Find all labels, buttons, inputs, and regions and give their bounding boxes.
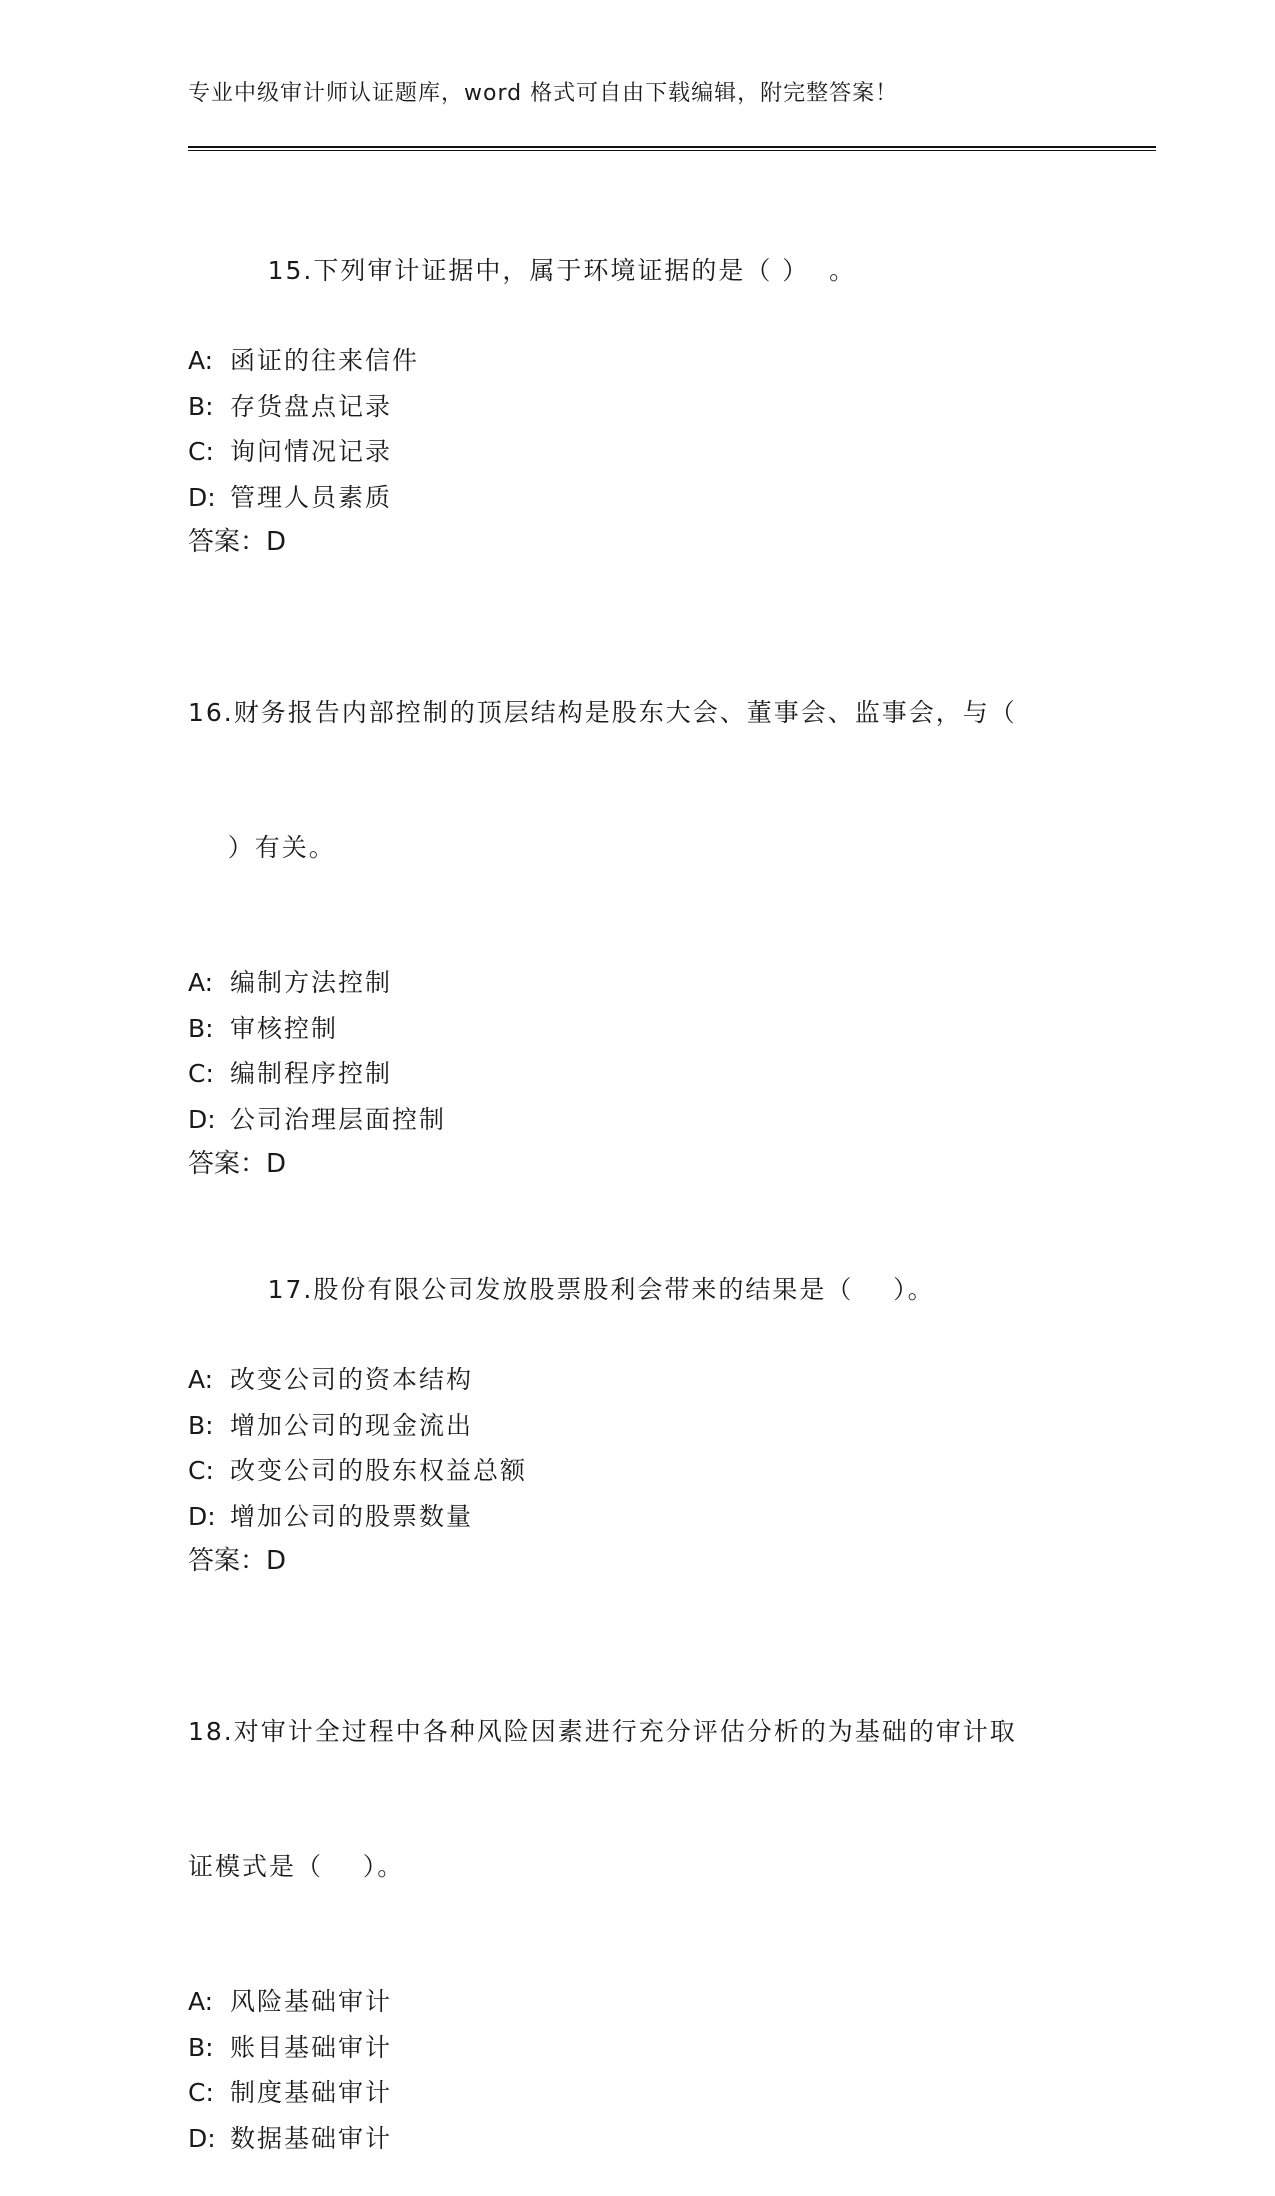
option-text: 审核控制 (230, 1013, 339, 1043)
answer-line: 答案：D (188, 1546, 287, 1576)
option-c (188, 1051, 1088, 1097)
option-a (188, 1979, 1088, 2025)
option-c (188, 1448, 1088, 1494)
option-b (188, 2025, 1088, 2071)
option-letter: A: (188, 346, 214, 375)
option-text: 函证的往来信件 (230, 346, 420, 375)
option-a (188, 1357, 1088, 1403)
option-text: 制度基础审计 (230, 2078, 393, 2107)
option-text: 询问情况记录 (230, 437, 393, 466)
option-letter: D: (188, 1104, 216, 1134)
option-b (188, 384, 1088, 430)
question-stem (188, 1619, 1088, 1979)
option-d (188, 2116, 1088, 2162)
question-stem-line-1: 16.财务报告内部控制的顶层结构是股东大会、董事会、监事会，与（ (188, 698, 1017, 727)
header-rule-thick (188, 146, 1156, 148)
page-header-text: 专业中级审计师认证题库，word 格式可自由下载编辑，附完整答案！ (188, 81, 899, 106)
question-stem (188, 203, 1088, 338)
option-letter: B: (188, 391, 214, 421)
question-15 (188, 203, 1088, 565)
option-a (188, 960, 1088, 1006)
option-letter: A: (188, 1365, 214, 1394)
option-text: 增加公司的股票数量 (230, 1501, 474, 1531)
answer-line: 答案：D (188, 1149, 287, 1179)
option-text: 公司治理层面控制 (230, 1104, 447, 1134)
option-d (188, 1097, 1088, 1143)
option-letter: D: (188, 1501, 216, 1531)
option-b (188, 1006, 1088, 1052)
option-letter: C: (188, 2078, 214, 2107)
option-text: 编制程序控制 (230, 1059, 393, 1088)
option-letter: B: (188, 2032, 214, 2062)
option-text: 数据基础审计 (230, 2123, 393, 2153)
header-rule-thin (188, 150, 1156, 151)
option-text: 增加公司的现金流出 (230, 1410, 474, 1440)
question-stem-line-2: ）有关。 (188, 833, 336, 862)
answer-line: 答案：D (188, 527, 287, 557)
option-a (188, 338, 1088, 384)
question-stem-line-1: 17.股份有限公司发放股票股利会带来的结果是（ ）。 (267, 1275, 935, 1304)
option-text: 存货盘点记录 (230, 391, 393, 421)
option-letter: C: (188, 437, 214, 466)
option-c (188, 429, 1088, 475)
option-text: 风险基础审计 (230, 1987, 393, 2016)
question-18 (188, 1619, 1088, 2161)
question-stem-line-1: 18.对审计全过程中各种风险因素进行充分评估分析的为基础的审计取 (188, 1717, 1017, 1746)
question-17 (188, 1222, 1088, 1584)
question-stem (188, 1222, 1088, 1357)
option-letter: A: (188, 1987, 214, 2016)
option-letter: C: (188, 1456, 214, 1485)
question-stem-line-1: 15.下列审计证据中，属于环境证据的是（ ） 。 (267, 256, 857, 285)
option-text: 编制方法控制 (230, 968, 393, 997)
question-list (188, 203, 1088, 2196)
option-text: 管理人员素质 (230, 482, 393, 512)
option-d (188, 1494, 1088, 1540)
question-stem-line-2: 证模式是（ ）。 (188, 1852, 405, 1881)
option-letter: B: (188, 1410, 214, 1440)
option-b (188, 1403, 1088, 1449)
option-text: 账目基础审计 (230, 2032, 393, 2062)
option-letter: C: (188, 1059, 214, 1088)
option-letter: B: (188, 1013, 214, 1043)
option-d (188, 475, 1088, 521)
option-text: 改变公司的资本结构 (230, 1365, 474, 1394)
option-letter: A: (188, 968, 214, 997)
question-16 (188, 600, 1088, 1187)
option-c (188, 2070, 1088, 2116)
option-text: 改变公司的股东权益总额 (230, 1456, 528, 1485)
option-letter: D: (188, 2123, 216, 2153)
option-letter: D: (188, 482, 216, 512)
question-stem (188, 600, 1088, 960)
